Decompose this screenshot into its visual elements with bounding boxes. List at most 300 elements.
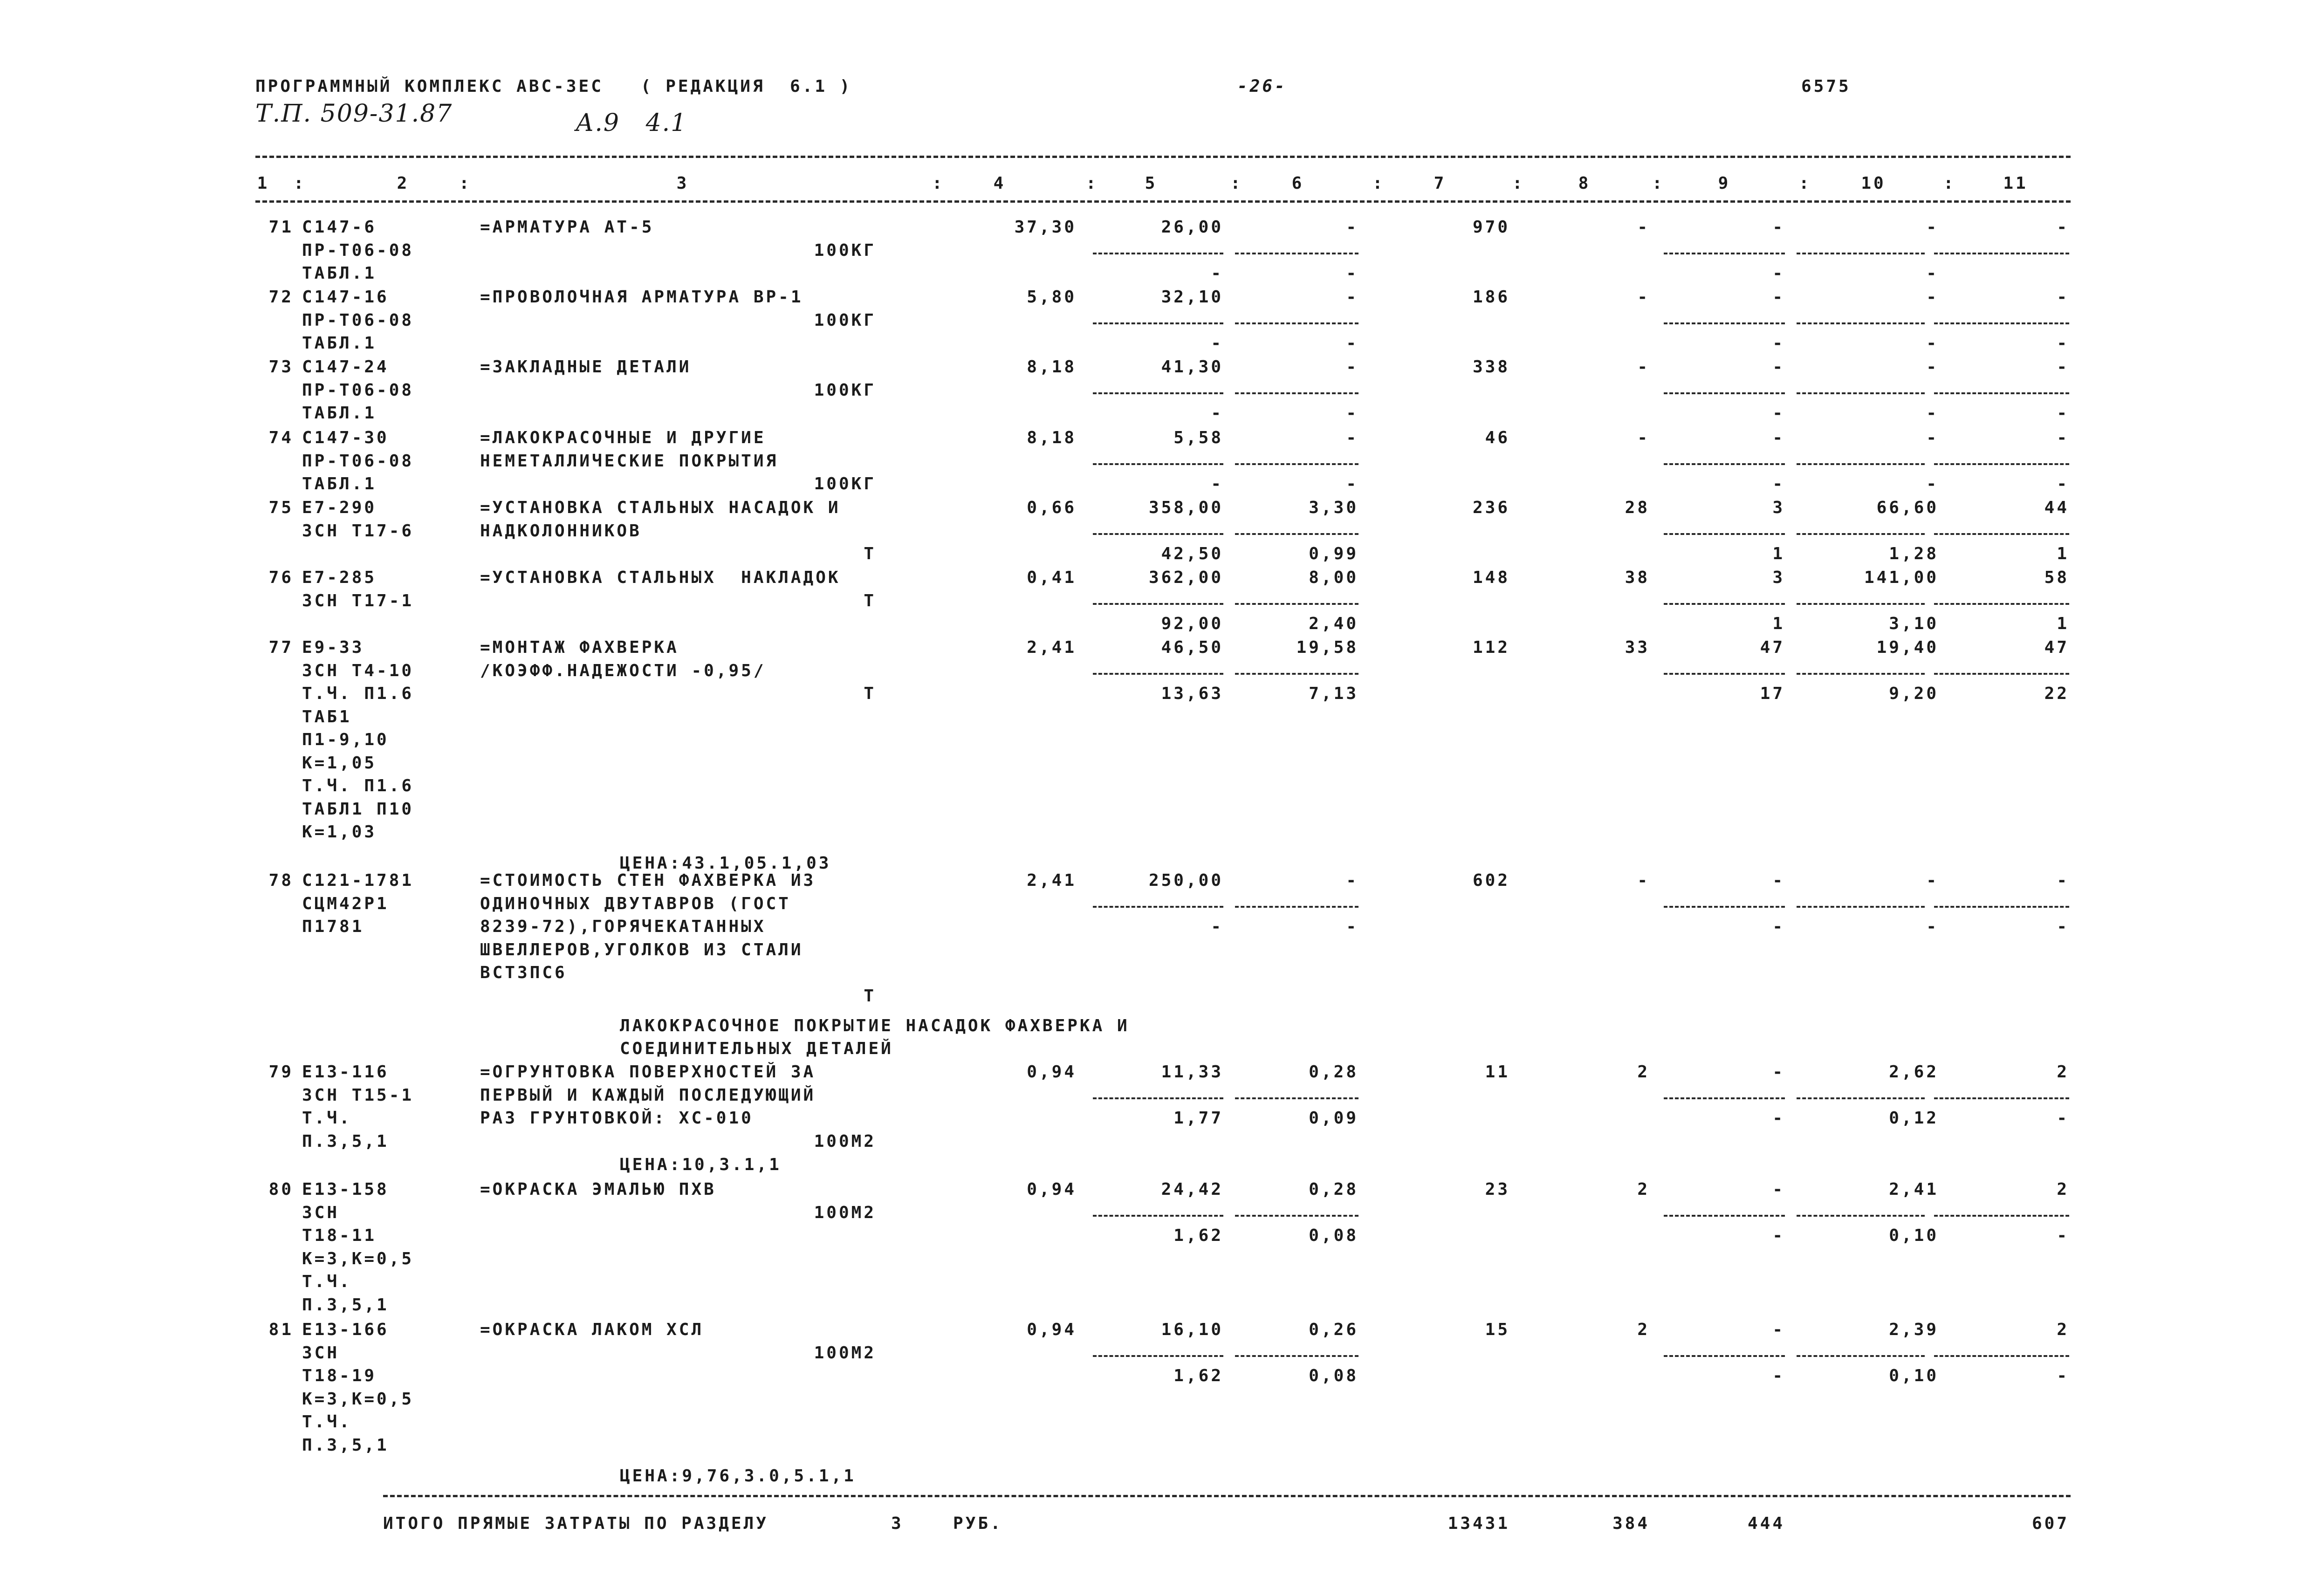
row-81-col-11-divider: [1934, 1355, 2069, 1357]
total-rule: [383, 1495, 2071, 1497]
row-77-col-11: 47: [2044, 638, 2069, 657]
row-73-col-5-sub: -: [1211, 404, 1223, 423]
row-76-col-8: 38: [1625, 568, 1650, 587]
row-75-col-5-divider: [1093, 533, 1223, 535]
row-74-col-11-sub: -: [2057, 474, 2069, 493]
row-78-code-line: С121-1781: [302, 871, 414, 890]
total-col-9: 444: [1747, 1514, 1785, 1533]
row-81-code-line: К=3,К=0,5: [302, 1389, 414, 1409]
row-78-col-9-sub: -: [1772, 917, 1785, 936]
row-77-code-line: П1-9,10: [302, 730, 389, 749]
row-80-code-line: Т18-11: [302, 1226, 377, 1245]
row-78-col-5-sub: -: [1211, 917, 1223, 936]
row-71-col-9-sub: -: [1772, 264, 1785, 283]
row-76-col-6-sub: 2,40: [1309, 614, 1358, 633]
row-71-code-line: С147-6: [302, 218, 377, 237]
row-79-col-6-sub: 0,09: [1309, 1109, 1358, 1128]
row-73-col-10: -: [1926, 357, 1939, 377]
row-73-col-5: 41,30: [1161, 357, 1223, 377]
row-79-description-line: =ОГРУНТОВКА ПОВЕРХНОСТЕЙ ЗА: [480, 1062, 816, 1082]
row-74-col-10: -: [1926, 428, 1939, 447]
row-81-description-line: =ОКРАСКА ЛАКОМ ХСЛ: [480, 1320, 704, 1339]
row-76-col-9-divider: [1664, 603, 1785, 605]
row-74-code-line: ТАБЛ.1: [302, 474, 377, 493]
column-header-6: 6: [1291, 174, 1304, 193]
row-72-col-6-sub: -: [1346, 334, 1358, 353]
row-72-col-10-sub: -: [1926, 334, 1939, 353]
row-80-col-6-sub: 0,08: [1309, 1226, 1358, 1245]
row-77-description-line: =МОНТАЖ ФАХВЕРКА: [480, 638, 679, 657]
row-75-code-line: ЗСН Т17-6: [302, 521, 414, 541]
row-73-col-10-divider: [1797, 392, 1925, 394]
row-75-number: 75: [268, 498, 294, 517]
row-80-code-line: Е13-158: [302, 1180, 389, 1199]
row-75-col-9-divider: [1664, 533, 1785, 535]
row-81-col-5-divider: [1093, 1355, 1223, 1357]
row-76-col-5-divider: [1093, 603, 1223, 605]
row-79-code-line: Е13-116: [302, 1062, 389, 1082]
row-80-col-5: 24,42: [1161, 1180, 1223, 1199]
row-79-col-5-sub: 1,77: [1173, 1109, 1223, 1128]
row-74-col-10-divider: [1797, 463, 1925, 465]
row-78-col-5: 250,00: [1148, 871, 1223, 890]
row-77-col-6-divider: [1235, 673, 1358, 675]
row-81-col-9-sub: -: [1772, 1366, 1785, 1385]
row-74-col-11-divider: [1934, 463, 2069, 465]
row-73-col-9-sub: -: [1772, 404, 1785, 423]
row-72-col-5-sub: -: [1211, 334, 1223, 353]
row-77-code-line: ТАБ1: [302, 707, 352, 726]
row-75-description-line: НАДКОЛОННИКОВ: [480, 521, 642, 541]
row-75-col-5-sub: 42,50: [1161, 544, 1223, 563]
row-77-col-6-sub: 7,13: [1309, 684, 1358, 703]
row-74-code-line: С147-30: [302, 428, 389, 447]
row-81-col-6-divider: [1235, 1355, 1358, 1357]
row-71-col-9-divider: [1664, 253, 1785, 254]
row-79-col-10: 2,62: [1889, 1062, 1939, 1082]
row-71-col-5-sub: -: [1211, 264, 1223, 283]
row-80-col-8: 2: [1637, 1180, 1650, 1199]
row-78-description-line: 8239-72),ГОРЯЧЕКАТАННЫХ: [480, 917, 766, 936]
row-75-col-11-sub: 1: [2057, 544, 2069, 563]
row-72-col-8: -: [1637, 288, 1650, 307]
row-73-col-11: -: [2057, 357, 2069, 377]
row-77-col-5: 46,50: [1161, 638, 1223, 657]
row-78-col-10-sub: -: [1926, 917, 1939, 936]
total-label: ИТОГО ПРЯМЫЕ ЗАТРАТЫ ПО РАЗДЕЛУ: [383, 1514, 768, 1533]
row-71-col-10-sub: -: [1926, 264, 1939, 283]
row-76-col-10-sub: 3,10: [1889, 614, 1939, 633]
column-header-8: 8: [1578, 174, 1591, 193]
row-75-col-5: 358,00: [1148, 498, 1223, 517]
row-79-quantity: 0,94: [1027, 1062, 1077, 1082]
column-separator: :: [1652, 174, 1665, 193]
row-79-code-line: Т.Ч.: [302, 1109, 352, 1128]
row-79-number: 79: [268, 1062, 294, 1082]
row-80-col-9-sub: -: [1772, 1226, 1785, 1245]
row-72-col-9-sub: -: [1772, 334, 1785, 353]
row-74-col-6-divider: [1235, 463, 1358, 465]
row-72-col-6: -: [1346, 288, 1358, 307]
row-78-col-10: -: [1926, 871, 1939, 890]
row-75-col-10-sub: 1,28: [1889, 544, 1939, 563]
row-77-code-line: Т.Ч. П1.6: [302, 684, 414, 703]
row-72-description-line: =ПРОВОЛОЧНАЯ АРМАТУРА ВР-1: [480, 288, 803, 307]
column-header-2: 2: [397, 174, 410, 193]
row-78-col-6-divider: [1235, 906, 1358, 908]
row-77-code-line: Е9-33: [302, 638, 364, 657]
row-80-code-line: Т.Ч.: [302, 1272, 352, 1291]
row-72-col-5: 32,10: [1161, 288, 1223, 307]
column-separator: :: [1372, 174, 1385, 193]
row-77-col-11-divider: [1934, 673, 2069, 675]
row-77-col-6: 19,58: [1296, 638, 1358, 657]
row-75-col-8: 28: [1625, 498, 1650, 517]
row-76-col-9: 3: [1772, 568, 1785, 587]
price-note-79: ЦЕНА:10,3.1,1: [620, 1155, 782, 1174]
row-76-code-line: Е7-285: [302, 568, 377, 587]
row-72-col-10: -: [1926, 288, 1939, 307]
row-76-col-6: 8,00: [1309, 568, 1358, 587]
row-73-col-8: -: [1637, 357, 1650, 377]
row-81-col-5-sub: 1,62: [1173, 1366, 1223, 1385]
row-76-description-line: =УСТАНОВКА СТАЛЬНЫХ НАКЛАДОК: [480, 568, 841, 587]
row-73-col-11-sub: -: [2057, 404, 2069, 423]
column-header-11: 11: [2003, 174, 2028, 193]
row-73-col-7: 338: [1472, 357, 1510, 377]
row-71-col-6-sub: -: [1346, 264, 1358, 283]
section-title-line-1: ЛАКОКРАСОЧНОЕ ПОКРЫТИЕ НАСАДОК ФАХВЕРКА И: [620, 1016, 1130, 1035]
row-75-col-10-divider: [1797, 533, 1925, 535]
column-header-1: 1: [257, 174, 270, 193]
row-74-col-10-sub: -: [1926, 474, 1939, 493]
row-73-description-line: =ЗАКЛАДНЫЕ ДЕТАЛИ: [480, 357, 692, 377]
top-rule: [255, 156, 2071, 158]
column-header-5: 5: [1145, 174, 1158, 193]
row-77-col-9: 47: [1760, 638, 1785, 657]
column-separator: :: [1799, 174, 1811, 193]
row-80-col-5-sub: 1,62: [1173, 1226, 1223, 1245]
row-73-code-line: ПР-Т06-08: [302, 380, 414, 400]
row-81-code-line: Т18-19: [302, 1366, 377, 1385]
row-81-code-line: П.3,5,1: [302, 1435, 389, 1455]
row-71-code-line: ТАБЛ.1: [302, 264, 377, 283]
column-header-3: 3: [676, 174, 689, 193]
row-80-col-6: 0,28: [1309, 1180, 1358, 1199]
row-78-col-6-sub: -: [1346, 917, 1358, 936]
column-header-7: 7: [1434, 174, 1447, 193]
row-74-unit: 100КГ: [814, 474, 876, 493]
row-78-col-11: -: [2057, 871, 2069, 890]
row-79-code-line: П.3,5,1: [302, 1131, 389, 1151]
row-75-col-11: 44: [2044, 498, 2069, 517]
row-71-number: 71: [268, 218, 294, 237]
row-77-col-11-sub: 22: [2044, 684, 2069, 703]
row-81-quantity: 0,94: [1027, 1320, 1077, 1339]
row-71-unit: 100КГ: [814, 240, 876, 260]
row-79-col-11-divider: [1934, 1097, 2069, 1099]
row-75-col-9: 3: [1772, 498, 1785, 517]
row-74-col-8: -: [1637, 428, 1650, 447]
row-73-col-9-divider: [1664, 392, 1785, 394]
row-76-number: 76: [268, 568, 294, 587]
row-72-quantity: 5,80: [1027, 288, 1077, 307]
row-73-col-6-sub: -: [1346, 404, 1358, 423]
row-73-col-6-divider: [1235, 392, 1358, 394]
row-71-col-10-divider: [1797, 253, 1925, 254]
row-72-col-9: -: [1772, 288, 1785, 307]
row-76-col-11-sub: 1: [2057, 614, 2069, 633]
row-78-col-9: -: [1772, 871, 1785, 890]
row-79-col-6-divider: [1235, 1097, 1358, 1099]
row-77-col-10-divider: [1797, 673, 1925, 675]
row-79-col-5: 11,33: [1161, 1062, 1223, 1082]
row-79-col-5-divider: [1093, 1097, 1223, 1099]
row-77-number: 77: [268, 638, 294, 657]
handwritten-project-code: Т.П. 509-31.87: [255, 100, 453, 128]
page-number: -26-: [1237, 77, 1287, 96]
row-71-col-10: -: [1926, 218, 1939, 237]
row-78-quantity: 2,41: [1027, 871, 1077, 890]
row-72-col-11-divider: [1934, 322, 2069, 324]
row-71-col-5: 26,00: [1161, 218, 1223, 237]
column-separator: :: [932, 174, 945, 193]
row-76-unit: Т: [864, 591, 876, 610]
row-78-code-line: СЦМ42Р1: [302, 894, 389, 913]
row-74-col-11: -: [2057, 428, 2069, 447]
row-76-col-9-sub: 1: [1772, 614, 1785, 633]
row-80-col-9-divider: [1664, 1215, 1785, 1217]
row-79-col-10-divider: [1797, 1097, 1925, 1099]
row-72-col-7: 186: [1472, 288, 1510, 307]
row-72-col-5-divider: [1093, 322, 1223, 324]
row-78-description-line: ВСТ3ПС6: [480, 963, 567, 982]
row-74-col-9-sub: -: [1772, 474, 1785, 493]
row-77-col-7: 112: [1472, 638, 1510, 657]
row-71-description-line: =АРМАТУРА АТ-5: [480, 218, 654, 237]
row-72-code-line: ТАБЛ.1: [302, 334, 377, 353]
row-79-col-8: 2: [1637, 1062, 1650, 1082]
row-79-unit: 100М2: [814, 1131, 876, 1151]
row-76-col-5-sub: 92,00: [1161, 614, 1223, 633]
row-81-code-line: ЗСН: [302, 1343, 340, 1363]
column-header-10: 10: [1861, 174, 1886, 193]
row-81-col-8: 2: [1637, 1320, 1650, 1339]
row-80-code-line: К=3,К=0,5: [302, 1249, 414, 1268]
row-80-col-9: -: [1772, 1180, 1785, 1199]
row-72-col-9-divider: [1664, 322, 1785, 324]
row-79-description-line: ПЕРВЫЙ И КАЖДЫЙ ПОСЛЕДУЮЩИЙ: [480, 1085, 816, 1105]
row-81-col-10-sub: 0,10: [1889, 1366, 1939, 1385]
row-78-unit: Т: [864, 986, 876, 1006]
row-77-col-8: 33: [1625, 638, 1650, 657]
row-81-col-6: 0,26: [1309, 1320, 1358, 1339]
row-80-code-line: П.3,5,1: [302, 1295, 389, 1315]
row-77-code-line: К=1,03: [302, 822, 377, 842]
row-73-col-5-divider: [1093, 392, 1223, 394]
row-78-col-9-divider: [1664, 906, 1785, 908]
row-79-description-line: РАЗ ГРУНТОВКОЙ: ХС-010: [480, 1109, 754, 1128]
header-bottom-rule: [255, 200, 2071, 203]
row-81-col-10-divider: [1797, 1355, 1925, 1357]
row-72-number: 72: [268, 288, 294, 307]
row-77-col-5-sub: 13,63: [1161, 684, 1223, 703]
total-col-7: 13431: [1448, 1514, 1510, 1533]
row-81-col-9-divider: [1664, 1355, 1785, 1357]
column-separator: :: [294, 174, 306, 193]
column-separator: :: [459, 174, 472, 193]
row-81-col-7: 15: [1485, 1320, 1510, 1339]
row-79-code-line: ЗСН Т15-1: [302, 1085, 414, 1105]
column-separator: :: [1086, 174, 1098, 193]
row-74-col-5-divider: [1093, 463, 1223, 465]
row-77-code-line: ТАБЛ1 П10: [302, 799, 414, 819]
row-77-col-9-sub: 17: [1760, 684, 1785, 703]
row-80-quantity: 0,94: [1027, 1180, 1077, 1199]
row-73-code-line: С147-24: [302, 357, 389, 377]
row-75-code-line: Е7-290: [302, 498, 377, 517]
row-81-code-line: Т.Ч.: [302, 1412, 352, 1432]
row-78-col-8: -: [1637, 871, 1650, 890]
row-77-col-5-divider: [1093, 673, 1223, 675]
row-72-code-line: ПР-Т06-08: [302, 310, 414, 330]
row-80-col-10-divider: [1797, 1215, 1925, 1217]
row-76-col-11: 58: [2044, 568, 2069, 587]
column-separator: :: [1512, 174, 1525, 193]
row-76-col-10: 141,00: [1864, 568, 1939, 587]
row-71-col-5-divider: [1093, 253, 1223, 254]
row-73-number: 73: [268, 357, 294, 377]
row-75-col-6: 3,30: [1309, 498, 1358, 517]
row-72-col-11-sub: -: [2057, 334, 2069, 353]
row-79-col-7: 11: [1485, 1062, 1510, 1082]
row-80-number: 80: [268, 1180, 294, 1199]
row-75-description-line: =УСТАНОВКА СТАЛЬНЫХ НАСАДОК И: [480, 498, 841, 517]
row-78-col-11-divider: [1934, 906, 2069, 908]
row-74-col-9-divider: [1664, 463, 1785, 465]
row-77-col-10: 19,40: [1876, 638, 1939, 657]
row-75-col-9-sub: 1: [1772, 544, 1785, 563]
row-72-unit: 100КГ: [814, 310, 876, 330]
row-80-col-11-sub: -: [2057, 1226, 2069, 1245]
row-81-col-10: 2,39: [1889, 1320, 1939, 1339]
row-73-col-11-divider: [1934, 392, 2069, 394]
row-80-col-5-divider: [1093, 1215, 1223, 1217]
total-currency: РУБ.: [953, 1514, 1003, 1533]
row-74-col-5: 5,58: [1173, 428, 1223, 447]
row-80-col-10-sub: 0,10: [1889, 1226, 1939, 1245]
row-77-col-10-sub: 9,20: [1889, 684, 1939, 703]
row-74-col-6: -: [1346, 428, 1358, 447]
row-74-code-line: ПР-Т06-08: [302, 451, 414, 471]
row-71-col-11: -: [2057, 218, 2069, 237]
row-74-description-line: НЕМЕТАЛЛИЧЕСКИЕ ПОКРЫТИЯ: [480, 451, 779, 471]
row-72-col-10-divider: [1797, 322, 1925, 324]
row-71-col-8: -: [1637, 218, 1650, 237]
row-78-description-line: =СТОИМОСТЬ СТЕН ФАХВЕРКА ИЗ: [480, 871, 816, 890]
row-74-col-5-sub: -: [1211, 474, 1223, 493]
row-74-description-line: =ЛАКОКРАСОЧНЫЕ И ДРУГИЕ: [480, 428, 766, 447]
row-72-col-11: -: [2057, 288, 2069, 307]
row-74-quantity: 8,18: [1027, 428, 1077, 447]
row-78-number: 78: [268, 871, 294, 890]
total-col-8: 384: [1612, 1514, 1650, 1533]
row-75-col-6-sub: 0,99: [1309, 544, 1358, 563]
row-77-col-9-divider: [1664, 673, 1785, 675]
row-73-quantity: 8,18: [1027, 357, 1077, 377]
column-separator: :: [1943, 174, 1956, 193]
row-77-description-line: /КОЭФФ.НАДЕЖОСТИ -0,95/: [480, 661, 766, 680]
row-72-col-6-divider: [1235, 322, 1358, 324]
row-71-col-9: -: [1772, 218, 1785, 237]
row-80-col-6-divider: [1235, 1215, 1358, 1217]
row-77-code-line: К=1,05: [302, 753, 377, 773]
row-79-col-10-sub: 0,12: [1889, 1109, 1939, 1128]
row-75-col-11-divider: [1934, 533, 2069, 535]
row-74-col-9: -: [1772, 428, 1785, 447]
row-79-col-9-sub: -: [1772, 1109, 1785, 1128]
row-77-code-line: Т.Ч. П1.6: [302, 776, 414, 795]
row-81-col-6-sub: 0,08: [1309, 1366, 1358, 1385]
row-78-col-10-divider: [1797, 906, 1925, 908]
row-74-number: 74: [268, 428, 294, 447]
row-81-number: 81: [268, 1320, 294, 1339]
column-header-4: 4: [993, 174, 1006, 193]
total-section: 3: [891, 1514, 904, 1533]
row-71-quantity: 37,30: [1014, 218, 1077, 237]
row-74-col-7: 46: [1485, 428, 1510, 447]
row-76-col-5: 362,00: [1148, 568, 1223, 587]
row-78-description-line: ОДИНОЧНЫХ ДВУТАВРОВ (ГОСТ: [480, 894, 791, 913]
row-81-unit: 100М2: [814, 1343, 876, 1363]
row-79-col-11: 2: [2057, 1062, 2069, 1082]
row-73-col-10-sub: -: [1926, 404, 1939, 423]
row-80-col-7: 23: [1485, 1180, 1510, 1199]
row-80-col-10: 2,41: [1889, 1180, 1939, 1199]
row-78-code-line: П1781: [302, 917, 364, 936]
row-81-col-5: 16,10: [1161, 1320, 1223, 1339]
row-79-col-6: 0,28: [1309, 1062, 1358, 1082]
row-78-col-7: 602: [1472, 871, 1510, 890]
row-80-description-line: =ОКРАСКА ЭМАЛЬЮ ПХВ: [480, 1180, 716, 1199]
row-75-col-6-divider: [1235, 533, 1358, 535]
row-76-col-7: 148: [1472, 568, 1510, 587]
row-71-col-6: -: [1346, 218, 1358, 237]
row-78-col-6: -: [1346, 871, 1358, 890]
row-75-col-7: 236: [1472, 498, 1510, 517]
row-77-code-line: ЗСН Т4-10: [302, 661, 414, 680]
row-76-col-11-divider: [1934, 603, 2069, 605]
row-80-col-11-divider: [1934, 1215, 2069, 1217]
row-79-col-9-divider: [1664, 1097, 1785, 1099]
row-77-quantity: 2,41: [1027, 638, 1077, 657]
row-81-col-11: 2: [2057, 1320, 2069, 1339]
row-71-code-line: ПР-Т06-08: [302, 240, 414, 260]
row-78-description-line: ШВЕЛЛЕРОВ,УГОЛКОВ ИЗ СТАЛИ: [480, 940, 803, 959]
handwritten-album: А.9 4.1: [576, 109, 687, 137]
row-79-col-9: -: [1772, 1062, 1785, 1082]
row-73-col-9: -: [1772, 357, 1785, 377]
row-75-quantity: 0,66: [1027, 498, 1077, 517]
row-73-code-line: ТАБЛ.1: [302, 404, 377, 423]
row-80-unit: 100М2: [814, 1203, 876, 1222]
row-81-col-11-sub: -: [2057, 1366, 2069, 1385]
price-note-77: ЦЕНА:43.1,05.1,03: [620, 854, 831, 873]
row-71-col-7: 970: [1472, 218, 1510, 237]
row-75-unit: Т: [864, 544, 876, 563]
section-title-line-2: СОЕДИНИТЕЛЬНЫХ ДЕТАЛЕЙ: [620, 1039, 893, 1058]
row-78-col-5-divider: [1093, 906, 1223, 908]
